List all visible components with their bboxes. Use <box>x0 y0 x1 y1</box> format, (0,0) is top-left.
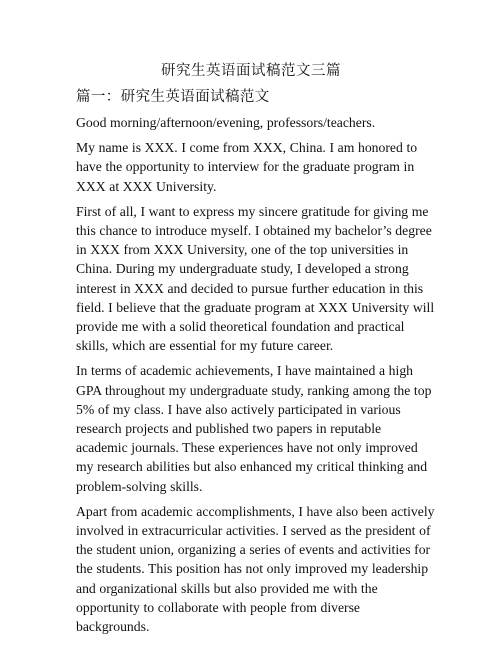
paragraph-introduction: My name is XXX. I come from XXX, China. I am honored to have the opportunity to interview for the graduate program in XXX at XXX University. <box>76 140 418 194</box>
paragraph-extracurricular: Apart from academic accomplishments, I have also been actively involved in extracurricular activities. I served as the president of the student union, organizing a series of events and activities for the students. This position has not only improved my leadership and organizational skills but also provided me with the opportunity to collaborate with people from diverse backgrounds. <box>76 503 435 635</box>
paragraph-greeting: Good morning/afternoon/evening, professors/teachers. <box>76 115 376 130</box>
paragraph-education: First of all, I want to express my sincere gratitude for giving me this chance to introduce myself. I obtained my bachelor’s degree in XXX from XXX University, one of the top universities in China. During my undergraduate study, I developed a strong interest in XXX and decided to pursue further education in this field. I believe that the graduate program at XXX University will provide me with a solid theoretical foundation and practical skills, which are essential for my future career. <box>76 203 435 354</box>
document-body <box>76 88 436 636</box>
section-heading: 篇一：研究生英语面试稿范文 <box>76 89 270 105</box>
document-title: 研究生英语面试稿范文三篇 <box>161 63 341 79</box>
paragraph-academic-achievements: In terms of academic achievements, I have maintained a high GPA throughout my undergraduate study, ranking among the top 5% of my class. I have also actively participated in various research projects and published two papers in reputable academic journals. These experiences have not only improved my research abilities but also enhanced my critical thinking and problem-solving skills. <box>76 363 432 494</box>
